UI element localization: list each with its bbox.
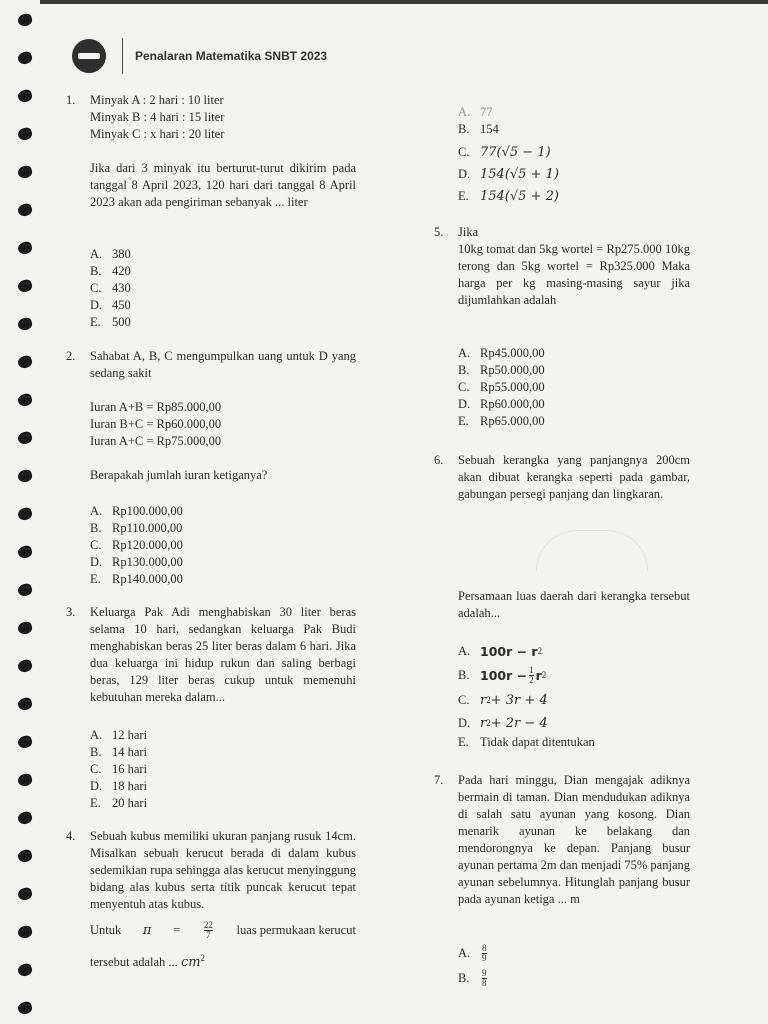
pi-fraction: $\frac{22}{7}$ <box>203 920 213 940</box>
q6-option-e[interactable]: E. Tidak dapat ditentukan <box>458 735 595 749</box>
q3-option-e[interactable]: E. 20 hari <box>90 796 148 810</box>
q5-options <box>458 345 545 430</box>
q1-option-e[interactable]: E. 500 <box>90 315 131 329</box>
q6-option-a[interactable]: A. 100r − r 2 <box>458 643 543 659</box>
question-7: 7. Pada hari minggu, Dian mengajak adiknya bermain di taman. Dian mendudukan adiknya di salah satu ayunan yang kosong. Dian menarik ayunan ke belakang dan mendorongnya ke depan. Panjang busur ayunan pertama 2m dan menjadi 75% panjang ayunan sebelumnya. Hitunglah panjang busur pada ayunan ketiga ... m <box>434 773 690 906</box>
q6-options <box>458 640 595 751</box>
q3-options <box>90 727 147 812</box>
q4-options <box>458 104 559 205</box>
snbt-logo-icon <box>72 39 106 73</box>
q1-option-a[interactable]: A. 380 <box>90 247 131 261</box>
q2-option-b[interactable]: B. Rp110.000,00 <box>90 521 183 535</box>
q1-line: Minyak B : 4 hari : 15 liter <box>90 110 225 124</box>
q3-option-d[interactable]: D. 18 hari <box>90 779 148 793</box>
q1-options <box>90 246 131 331</box>
q2-line: Iuran A+C = Rp75.000,00 <box>90 434 222 448</box>
q1-line: Minyak C : x hari : 20 liter <box>90 127 225 141</box>
page-top-edge <box>40 0 768 4</box>
q5-option-a[interactable]: A. Rp45.000,00 <box>458 346 545 360</box>
question-2: 2. Sahabat A, B, C mengumpulkan uang untuk D yang sedang sakit Iuran A+B = Rp85.000,00 Iuran B+C = Rp60.000,00 Iuran A+C = Rp75.000,00 Berapakah jumlah iuran ketiganya? <box>66 349 356 482</box>
page-header <box>72 36 327 76</box>
q2-option-a[interactable]: A. Rp100.000,00 <box>90 504 183 518</box>
q2-text: Sahabat A, B, C mengumpulkan uang untuk D yang sedang sakit <box>90 349 356 380</box>
q3-option-a[interactable]: A. 12 hari <box>90 728 148 742</box>
q5-text: 10kg tomat dan 5kg wortel = Rp275.000 10kg terong dan 5kg wortel = Rp325.000 Maka harga per kg masing-masing sayur jika dijumlahkan adalah <box>458 242 690 307</box>
q1-text: Jika dari 3 minyak itu berturut-turut dikirim pada tanggal 8 April 2023, 120 hari dari tanggal 8 April 2023 akan ada pengiriman sebanyak ... liter <box>90 161 356 209</box>
q7-options <box>458 944 489 988</box>
q5-lead: Jika <box>458 225 479 239</box>
q5-option-e[interactable]: E. Rp65.000,00 <box>458 414 545 428</box>
q5-option-c[interactable]: C. Rp55.000,00 <box>458 380 545 394</box>
q7-option-b[interactable]: B. $\frac{9}{8}$ <box>458 968 487 988</box>
q6-text: Sebuah kerangka yang panjangnya 200cm akan dibuat kerangka seperti pada gambar, gabungan persegi panjang dan lingkaran. <box>458 453 690 501</box>
q3-text: Keluarga Pak Adi menghabiskan 30 liter beras selama 10 hari, sedangkan keluarga Pak Budi menghabiskan beras 25 liter beras dalam 6 hari. Jika dua keluarga ini hidup rukun dan saling berbagi beras, 129 liter beras cukup untuk memenuhi kebutuhan mereka dalam... <box>90 605 356 704</box>
spiral-binding <box>0 0 40 1024</box>
question-5: 5. Jika 10kg tomat dan 5kg wortel = Rp275.000 10kg terong dan 5kg wortel = Rp325.000 Maka harga per kg masing-masing sayur jika dijumlahkan adalah <box>434 225 690 307</box>
q2-option-c[interactable]: C. Rp120.000,00 <box>90 538 183 552</box>
q7-option-a[interactable]: A. $\frac{8}{9}$ <box>458 943 487 963</box>
q3-option-b[interactable]: B. 14 hari <box>90 745 148 759</box>
q4-option-e[interactable]: E. 154(√5 + 2) <box>458 189 559 204</box>
q6-option-b[interactable]: B. 100r − $\frac{1}{2}$ r 2 <box>458 664 547 685</box>
question-6: 6. Sebuah kerangka yang panjangnya 200cm akan dibuat kerangka seperti pada gambar, gabungan persegi panjang dan lingkaran. <box>434 453 690 501</box>
q6-option-d[interactable]: D. r 2 + 2r − 4 <box>458 715 548 731</box>
q2-option-e[interactable]: E. Rp140.000,00 <box>90 572 183 586</box>
q6-option-c[interactable]: C. r 2 + 3r + 4 <box>458 692 548 708</box>
q4-option-a[interactable]: A. 77 <box>458 105 493 119</box>
q2-question: Berapakah jumlah iuran ketiganya? <box>90 468 268 482</box>
q4-option-b[interactable]: B. 154 <box>458 122 499 136</box>
question-1: 1. Minyak A : 2 hari : 10 liter Minyak B : 4 hari : 15 liter Minyak C : x hari : 20 liter Jika dari 3 minyak itu berturut-turut dikirim pada tanggal 8 April 2023, 120 hari dari tanggal 8 April 2023 akan ada pengiriman sebanyak ... liter <box>66 93 356 209</box>
q4-tail: tersebut adalah ... $cm^2$ <box>90 953 206 971</box>
question-4: 4. Sebuah kubus memiliki ukuran panjang rusuk 14cm. Misalkan sebuah kerucut berada di dalam kubus sedemikian rupa sehingga alas kerucut menyinggung bidang alas kubus serta titik puncak kerucut tepat menyentuh atas kubus. Untuk π = $\frac{22}{7}$ luas permukaan kerucut tersebut adalah ... $cm^2$ <box>66 829 356 971</box>
q7-text: Pada hari minggu, Dian mengajak adiknya bermain di taman. Dian mendudukan adiknya di salah satu ayunan yang kosong. Dian menarik ayunan ke belakang dan mendorongnya ke depan. Panjang busur ayunan pertama 2m dan menjadi 75% panjang ayunan sebelumnya. Hitunglah panjang busur pada ayunan ketiga ... m <box>458 773 690 906</box>
q5-option-b[interactable]: B. Rp50.000,00 <box>458 363 545 377</box>
frame-figure-faint <box>536 530 648 571</box>
q1-line: Minyak A : 2 hari : 10 liter <box>90 93 224 107</box>
question-3: 3. Keluarga Pak Adi menghabiskan 30 liter beras selama 10 hari, sedangkan keluarga Pak Budi menghabiskan beras 25 liter beras dalam 6 hari. Jika dua keluarga ini hidup rukun dan saling berbagi beras, 129 liter beras cukup untuk memenuhi kebutuhan mereka dalam... <box>66 605 356 704</box>
q4-option-c[interactable]: C. 77(√5 − 1) <box>458 145 551 160</box>
q6-text2: Persamaan luas daerah dari kerangka tersebut adalah... <box>458 589 690 620</box>
q4-text: Sebuah kubus memiliki ukuran panjang rusuk 14cm. Misalkan sebuah kerucut berada di dalam kubus sedemikian rupa sehingga alas kerucut menyinggung bidang alas kubus serta titik puncak kerucut tepat menyentuh atas kubus. <box>90 829 356 911</box>
q2-options <box>90 503 183 588</box>
q2-option-d[interactable]: D. Rp130.000,00 <box>90 555 183 569</box>
q4-option-d[interactable]: D. 154(√5 + 1) <box>458 167 559 182</box>
q1-option-b[interactable]: B. 420 <box>90 264 131 278</box>
q4-pi-line: Untuk π = $\frac{22}{7}$ luas permukaan kerucut <box>90 920 356 940</box>
q5-option-d[interactable]: D. Rp60.000,00 <box>458 397 545 411</box>
q1-option-c[interactable]: C. 430 <box>90 281 131 295</box>
header-title: Penalaran Matematika SNBT 2023 <box>135 49 328 63</box>
q3-option-c[interactable]: C. 16 hari <box>90 762 148 776</box>
q2-line: Iuran A+B = Rp85.000,00 <box>90 400 222 414</box>
q2-line: Iuran B+C = Rp60.000,00 <box>90 417 222 431</box>
header-divider <box>122 38 123 74</box>
q1-option-d[interactable]: D. 450 <box>90 298 131 312</box>
